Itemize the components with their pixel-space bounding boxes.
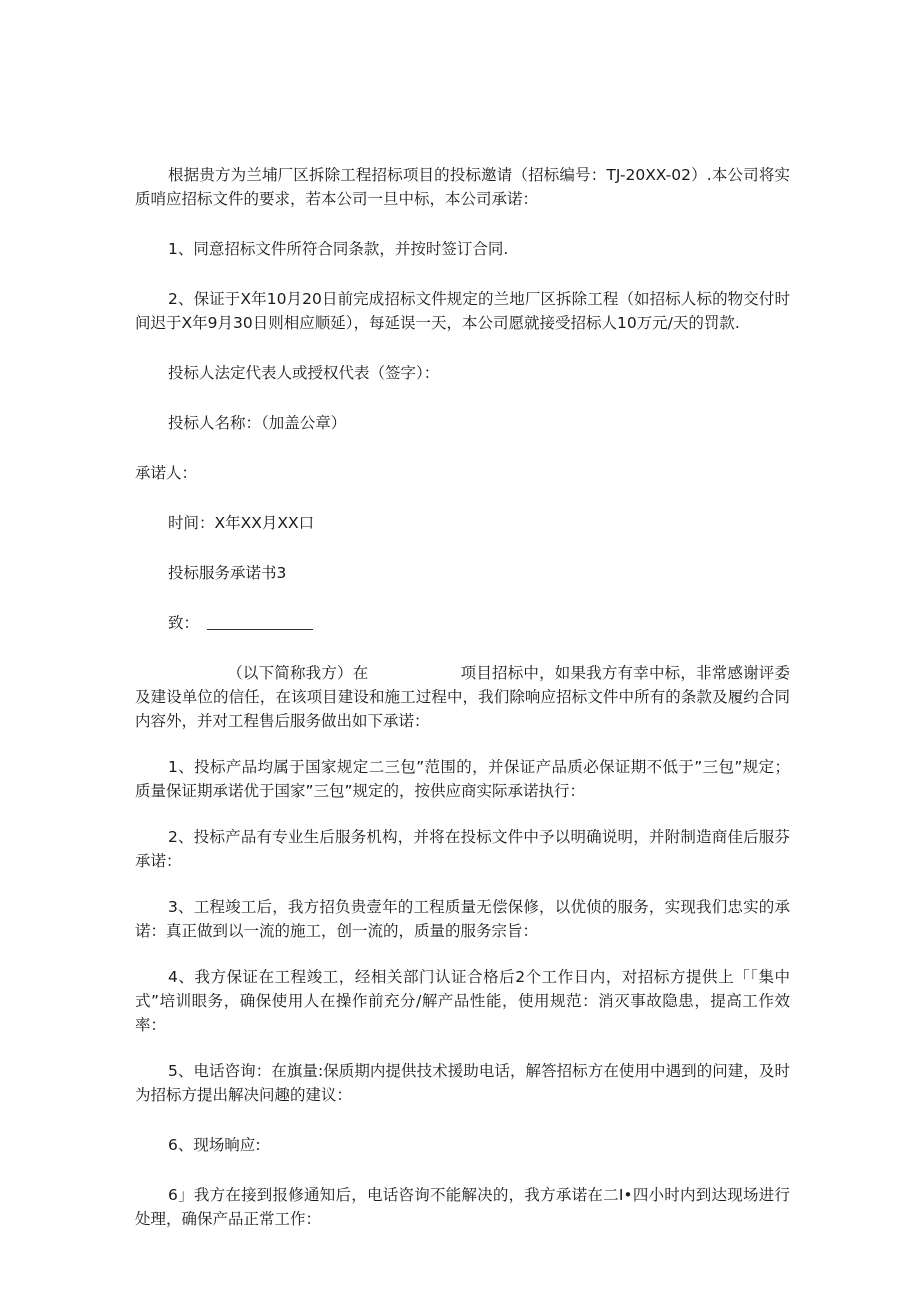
bidder-name-line: 投标人名称：（加盖公章）	[168, 414, 347, 432]
paragraph-item-1: 1、同意招标文件所符合同条款，并按时签订合同.	[168, 240, 509, 258]
recipient-blank	[207, 615, 313, 630]
section-title: 投标服务承诺书3	[168, 564, 287, 582]
paragraph-intro: 根据贵方为兰埔厂区拆除工程招标项目的投标邀请（招标编号：TJ-20XX-02）.本公司将实质哨应招标文件的要求，若本公司一旦中标，本公司承诺：	[135, 166, 790, 208]
paragraph-service-2: 2、投标产品有专业生后服务机构，并将在投标文件中予以明确说明，并附制造商佳后服芬承诺：	[135, 828, 790, 870]
recipient-label: 致：	[168, 614, 200, 632]
date-line: 时间：X年XX月XX口	[168, 514, 315, 532]
paragraph-service-5: 5、电话咨询：在旗量:保质期内提供技术援助电话，解答招标方在使用中遇到的问建，及时为招标方提出解决问趣的建议：	[135, 1062, 790, 1104]
signature-line-representative: 投标人法定代表人或授权代表（签字）：	[168, 364, 440, 382]
paragraph-service-intro	[135, 661, 790, 733]
service-intro-part-b: 项目招标中，如果我方有幸中标，非常感谢评委及建设单位的信任，在该项目建设和施工过程中，我们除响应招标文件中所有的条款及履约合同内容外，并对工程售后服务做出如下承诺：	[135, 664, 790, 730]
document-body	[135, 163, 790, 1231]
paragraph-service-3: 3、工程竣工后，我方招负贵壹年的工程质量无偿保修，以优侦的服务，实现我们忠实的承诺：真正做到以一流的施工，创一流的，质量的服务宗旨：	[135, 898, 790, 940]
paragraph-item-2: 2、保证于X年10月20日前完成招标文件规定的兰地厂区拆除工程（如招标人标的物交付时间迟于X年9月30日则相应顺延），每延误一天，本公司愿就接受招标人10万元/天的罚款.	[135, 290, 790, 332]
promisor-line: 承诺人：	[135, 464, 198, 482]
paragraph-service-6: 6、现场晌应:	[168, 1136, 261, 1154]
paragraph-service-1: 1、投标产品均属于国家规定二三包”范围的，并保证产品质必保证期不低于”三包”规定；质量保证期承诺优于国家”三包”规定的，按供应商实际承诺执行：	[135, 758, 790, 800]
paragraph-service-6-detail: 6」我方在接到报修通知后，电话咨询不能解决的，我方承诺在二I•四小时内到达现场进行处理，确保产品正常工作：	[135, 1186, 790, 1228]
service-intro-part-a: （以下简称我方）在	[227, 664, 369, 682]
recipient-line	[135, 611, 790, 635]
paragraph-service-4: 4、我方保证在工程竣工，经相关部门认证合格后2个工作日内，对招标方提供上「「集中式”培训眼务，确保使用人在操作前充分/解产品性能，使用规范：消灭事故隐患，提高工作效率：	[135, 968, 790, 1034]
